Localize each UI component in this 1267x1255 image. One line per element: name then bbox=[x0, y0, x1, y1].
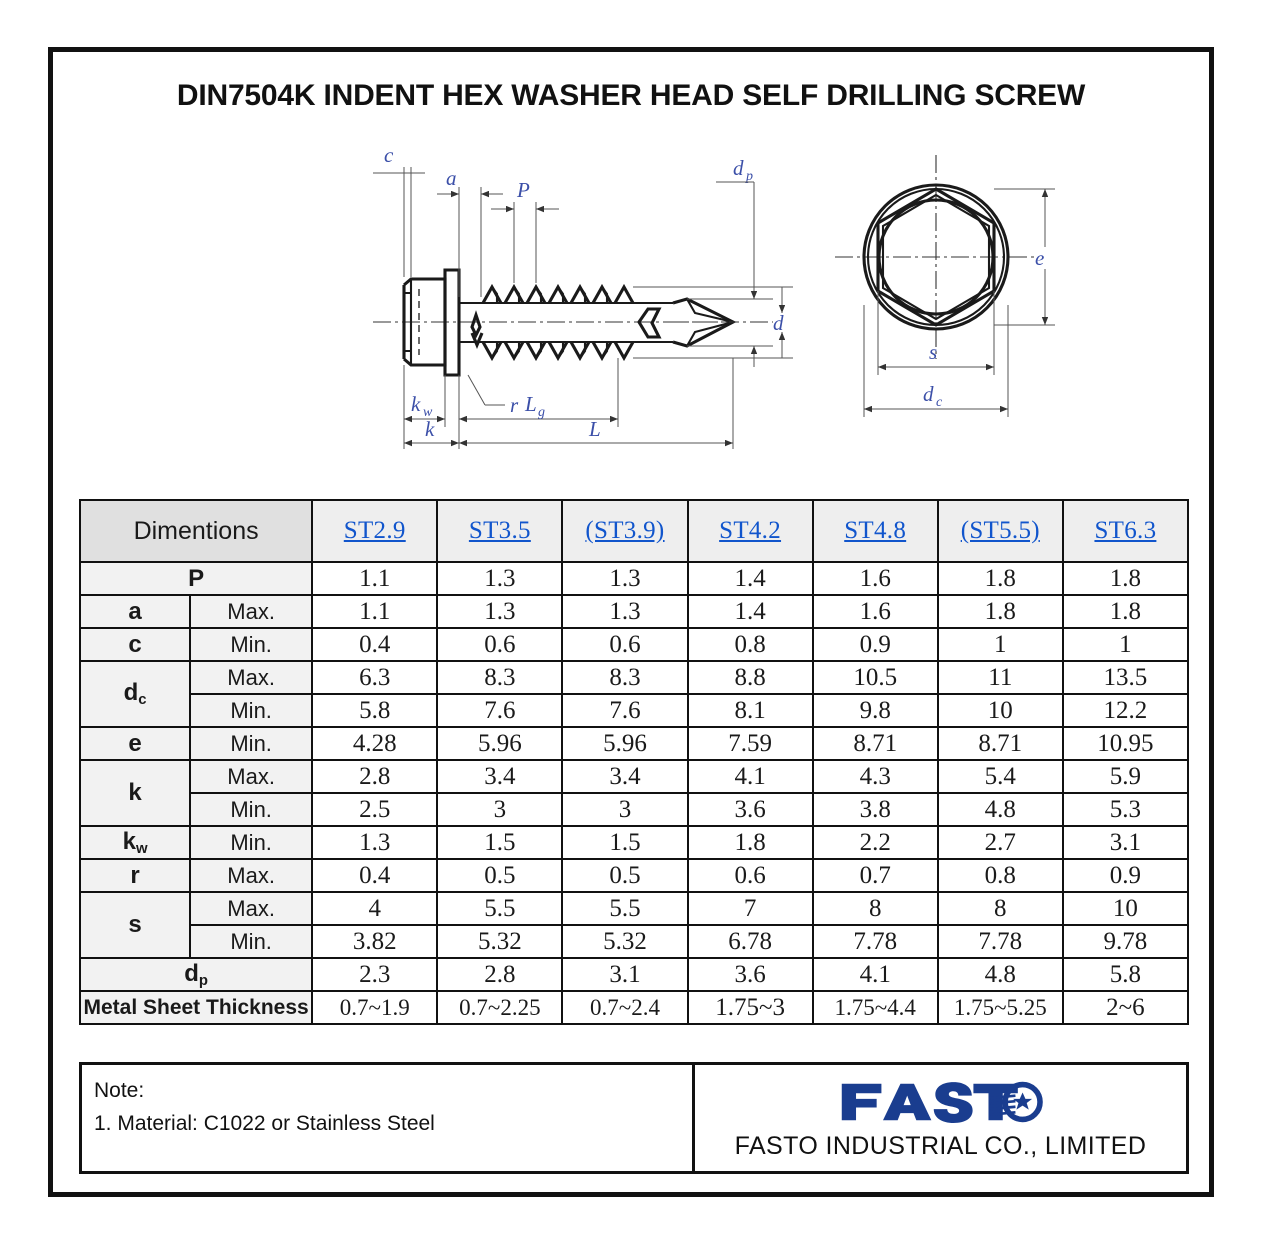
header-dimensions: Dimentions bbox=[80, 500, 312, 562]
technical-drawing bbox=[73, 127, 1193, 457]
row-limit: Min. bbox=[190, 793, 312, 826]
size-label: ST4.2 bbox=[719, 517, 782, 544]
row-label: Metal Sheet Thickness bbox=[80, 991, 312, 1024]
table-cell-value: 0.9 bbox=[813, 628, 938, 661]
label-a: a bbox=[446, 166, 457, 190]
table-cell-value: 0.7~2.25 bbox=[437, 991, 562, 1024]
row-limit: Min. bbox=[190, 826, 312, 859]
label-e: e bbox=[1035, 246, 1045, 270]
table-cell-value: 1.3 bbox=[437, 562, 562, 595]
row-symbol: e bbox=[80, 727, 190, 760]
size-label: (ST5.5) bbox=[960, 517, 1040, 544]
header-size-st6-3[interactable] bbox=[1063, 500, 1188, 562]
table-cell-value: 7.6 bbox=[562, 694, 687, 727]
table-cell-value: 0.8 bbox=[688, 628, 813, 661]
table-cell-value: 2.2 bbox=[813, 826, 938, 859]
table-cell-value: 13.5 bbox=[1063, 661, 1188, 694]
table-cell-value: 1.75~4.4 bbox=[813, 991, 938, 1024]
header-size-st3-5[interactable] bbox=[437, 500, 562, 562]
table-cell-value: 8 bbox=[813, 892, 938, 925]
table-cell-value: 1.8 bbox=[938, 595, 1063, 628]
table-cell-value: 1.8 bbox=[688, 826, 813, 859]
row-symbol: c bbox=[80, 628, 190, 661]
table-cell-value: 2.8 bbox=[312, 760, 437, 793]
table-cell-value: 5.4 bbox=[938, 760, 1063, 793]
label-Lg: L bbox=[525, 392, 537, 416]
table-cell-value: 8.3 bbox=[562, 661, 687, 694]
table-cell-value: 0.4 bbox=[312, 628, 437, 661]
row-label: $d_p$ bbox=[80, 958, 312, 991]
sheet-border-frame bbox=[48, 47, 1214, 1197]
table-cell-value: 6.78 bbox=[688, 925, 813, 958]
dimensions-table bbox=[79, 499, 1189, 1025]
table-cell-value: 4 bbox=[312, 892, 437, 925]
table-cell-value: 0.5 bbox=[562, 859, 687, 892]
table-cell-value: 1.8 bbox=[1063, 562, 1188, 595]
table-row bbox=[80, 859, 1188, 892]
table-cell-value: 2.8 bbox=[437, 958, 562, 991]
table-cell-value: 4.8 bbox=[938, 958, 1063, 991]
table-row bbox=[80, 628, 1188, 661]
dimensions-table-container bbox=[79, 499, 1189, 1025]
table-cell-value: 5.9 bbox=[1063, 760, 1188, 793]
table-cell-value: 1.5 bbox=[437, 826, 562, 859]
table-cell-value: 1.1 bbox=[312, 595, 437, 628]
label-k: k bbox=[425, 417, 435, 441]
row-symbol: a bbox=[80, 595, 190, 628]
table-row bbox=[80, 562, 1188, 595]
table-cell-value: 8.8 bbox=[688, 661, 813, 694]
table-cell-value: 1.3 bbox=[437, 595, 562, 628]
table-cell-value: 3.8 bbox=[813, 793, 938, 826]
table-cell-value: 10 bbox=[1063, 892, 1188, 925]
table-row bbox=[80, 760, 1188, 793]
label-d: d bbox=[773, 311, 784, 335]
table-cell-value: 5.96 bbox=[437, 727, 562, 760]
size-label: ST3.5 bbox=[468, 517, 531, 544]
table-row bbox=[80, 826, 1188, 859]
table-cell-value: 6.3 bbox=[312, 661, 437, 694]
row-limit: Min. bbox=[190, 694, 312, 727]
row-limit: Min. bbox=[190, 727, 312, 760]
table-cell-value: 1.75~3 bbox=[688, 991, 813, 1024]
table-cell-value: 5.8 bbox=[1063, 958, 1188, 991]
label-s: s bbox=[929, 340, 938, 364]
table-cell-value: 1.1 bbox=[312, 562, 437, 595]
table-cell-value: 3.4 bbox=[562, 760, 687, 793]
table-cell-value: 1.8 bbox=[1063, 595, 1188, 628]
table-cell-value: 4.1 bbox=[813, 958, 938, 991]
row-limit: Max. bbox=[190, 661, 312, 694]
table-cell-value: 0.8 bbox=[938, 859, 1063, 892]
table-cell-value: 2~6 bbox=[1063, 991, 1188, 1024]
note-cell bbox=[82, 1065, 695, 1171]
table-cell-value: 2.5 bbox=[312, 793, 437, 826]
dimensions-table-body bbox=[80, 562, 1188, 1024]
table-cell-value: 5.96 bbox=[562, 727, 687, 760]
table-cell-value: 0.4 bbox=[312, 859, 437, 892]
table-cell-value: 1.3 bbox=[562, 562, 687, 595]
table-row bbox=[80, 991, 1188, 1024]
table-cell-value: 2.7 bbox=[938, 826, 1063, 859]
header-size-st2-9[interactable] bbox=[312, 500, 437, 562]
table-cell-value: 3 bbox=[562, 793, 687, 826]
table-cell-value: 1.75~5.25 bbox=[938, 991, 1063, 1024]
size-label: ST2.9 bbox=[343, 517, 406, 544]
table-cell-value: 1.4 bbox=[688, 595, 813, 628]
label-Lg-sub: g bbox=[538, 405, 545, 420]
row-symbol: k bbox=[80, 760, 190, 826]
header-size-st3-9[interactable] bbox=[562, 500, 687, 562]
row-symbol: $k_w$ bbox=[80, 826, 190, 859]
table-cell-value: 9.78 bbox=[1063, 925, 1188, 958]
table-cell-value: 10.5 bbox=[813, 661, 938, 694]
note-title: Note: bbox=[94, 1079, 145, 1102]
company-name: FASTO INDUSTRIAL CO., LIMITED bbox=[734, 1132, 1147, 1160]
table-cell-value: 3.1 bbox=[1063, 826, 1188, 859]
table-cell-value: 10 bbox=[938, 694, 1063, 727]
note-line-1: 1. Material: C1022 or Stainless Steel bbox=[94, 1111, 435, 1135]
row-symbol: $d_c$ bbox=[80, 661, 190, 727]
label-P: P bbox=[517, 178, 530, 202]
table-cell-value: 1.4 bbox=[688, 562, 813, 595]
table-row bbox=[80, 925, 1188, 958]
table-cell-value: 5.32 bbox=[437, 925, 562, 958]
table-cell-value: 7.59 bbox=[688, 727, 813, 760]
table-row bbox=[80, 694, 1188, 727]
header-size-st4-2[interactable] bbox=[688, 500, 813, 562]
table-cell-value: 0.6 bbox=[437, 628, 562, 661]
row-limit: Max. bbox=[190, 892, 312, 925]
table-cell-value: 3.4 bbox=[437, 760, 562, 793]
label-r: r bbox=[510, 393, 519, 417]
table-cell-value: 1 bbox=[1063, 628, 1188, 661]
label-kw-sub: w bbox=[423, 405, 433, 420]
table-cell-value: 0.7 bbox=[813, 859, 938, 892]
table-cell-value: 3 bbox=[437, 793, 562, 826]
table-cell-value: 5.3 bbox=[1063, 793, 1188, 826]
table-cell-value: 7.78 bbox=[938, 925, 1063, 958]
table-cell-value: 12.2 bbox=[1063, 694, 1188, 727]
row-limit: Max. bbox=[190, 595, 312, 628]
table-cell-value: 3.6 bbox=[688, 958, 813, 991]
table-cell-value: 4.28 bbox=[312, 727, 437, 760]
table-cell-value: 5.8 bbox=[312, 694, 437, 727]
table-row bbox=[80, 958, 1188, 991]
row-limit: Min. bbox=[190, 925, 312, 958]
fasto-logo-icon bbox=[837, 1079, 1043, 1125]
table-cell-value: 1.3 bbox=[312, 826, 437, 859]
table-cell-value: 1.3 bbox=[562, 595, 687, 628]
table-cell-value: 1 bbox=[938, 628, 1063, 661]
table-cell-value: 3.82 bbox=[312, 925, 437, 958]
size-label: (ST3.9) bbox=[585, 517, 665, 544]
row-label: P bbox=[80, 562, 312, 595]
row-symbol: r bbox=[80, 859, 190, 892]
label-kw: k bbox=[411, 392, 421, 416]
table-cell-value: 7.6 bbox=[437, 694, 562, 727]
row-limit: Max. bbox=[190, 859, 312, 892]
table-cell-value: 1.8 bbox=[938, 562, 1063, 595]
table-cell-value: 3.1 bbox=[562, 958, 687, 991]
table-cell-value: 0.7~2.4 bbox=[562, 991, 687, 1024]
header-size-st5-5[interactable] bbox=[938, 500, 1063, 562]
label-dc-sub: c bbox=[936, 395, 943, 410]
table-row bbox=[80, 892, 1188, 925]
table-cell-value: 0.6 bbox=[688, 859, 813, 892]
table-cell-value: 8 bbox=[938, 892, 1063, 925]
table-cell-value: 1.5 bbox=[562, 826, 687, 859]
table-cell-value: 0.7~1.9 bbox=[312, 991, 437, 1024]
table-row bbox=[80, 595, 1188, 628]
table-cell-value: 4.3 bbox=[813, 760, 938, 793]
table-cell-value: 7 bbox=[688, 892, 813, 925]
logo-cell bbox=[695, 1065, 1186, 1171]
table-cell-value: 8.3 bbox=[437, 661, 562, 694]
table-cell-value: 2.3 bbox=[312, 958, 437, 991]
table-cell-value: 1.6 bbox=[813, 562, 938, 595]
label-c: c bbox=[384, 143, 394, 167]
table-cell-value: 8.1 bbox=[688, 694, 813, 727]
table-cell-value: 8.71 bbox=[938, 727, 1063, 760]
table-cell-value: 11 bbox=[938, 661, 1063, 694]
table-cell-value: 9.8 bbox=[813, 694, 938, 727]
table-cell-value: 5.32 bbox=[562, 925, 687, 958]
table-cell-value: 1.6 bbox=[813, 595, 938, 628]
page-title: DIN7504K INDENT HEX WASHER HEAD SELF DRILLING SCREW bbox=[176, 79, 1086, 112]
row-limit: Max. bbox=[190, 760, 312, 793]
table-cell-value: 5.5 bbox=[437, 892, 562, 925]
row-symbol: s bbox=[80, 892, 190, 958]
table-cell-value: 5.5 bbox=[562, 892, 687, 925]
table-cell-value: 4.8 bbox=[938, 793, 1063, 826]
table-cell-value: 0.5 bbox=[437, 859, 562, 892]
table-row bbox=[80, 793, 1188, 826]
header-size-st4-8[interactable] bbox=[813, 500, 938, 562]
table-cell-value: 7.78 bbox=[813, 925, 938, 958]
size-label: ST4.8 bbox=[844, 517, 907, 544]
table-cell-value: 0.6 bbox=[562, 628, 687, 661]
table-cell-value: 0.9 bbox=[1063, 859, 1188, 892]
footer-box bbox=[79, 1062, 1189, 1174]
row-limit: Min. bbox=[190, 628, 312, 661]
table-row bbox=[80, 661, 1188, 694]
label-dp: d bbox=[733, 156, 744, 180]
label-dc: d bbox=[923, 382, 934, 406]
table-row bbox=[80, 727, 1188, 760]
table-cell-value: 3.6 bbox=[688, 793, 813, 826]
size-label: ST6.3 bbox=[1094, 517, 1157, 544]
table-cell-value: 8.71 bbox=[813, 727, 938, 760]
label-dp-sub: p bbox=[746, 169, 753, 184]
label-L: L bbox=[589, 417, 601, 441]
table-cell-value: 4.1 bbox=[688, 760, 813, 793]
table-header-row bbox=[80, 500, 1188, 562]
table-cell-value: 10.95 bbox=[1063, 727, 1188, 760]
